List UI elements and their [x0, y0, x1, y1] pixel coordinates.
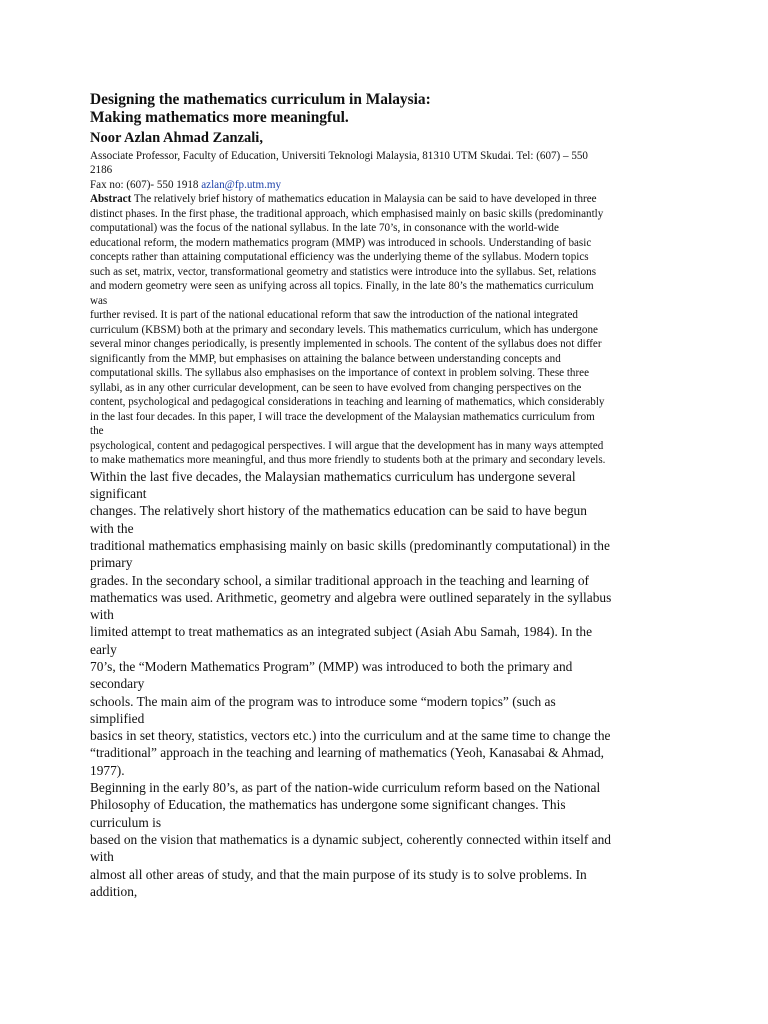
body-line: secondary [90, 676, 145, 692]
body-line: limited attempt to treat mathematics as an integrated subject (Asiah Abu Samah, 1984). In the [90, 624, 593, 640]
abstract-line: computational) was the focus of the national syllabus. In the late 70’s, in consonance with the world-wide [90, 222, 559, 235]
body-line: significant [90, 486, 147, 502]
contact-line [90, 178, 688, 192]
abstract-line: was [90, 294, 108, 307]
body-line: basics in set theory, statistics, vectors etc.) into the curriculum and at the same time to change the [90, 728, 611, 744]
body-text [90, 468, 688, 900]
body-line: Beginning in the early 80’s, as part of the nation-wide curriculum reform based on the National [90, 780, 601, 796]
author-affiliation [90, 149, 688, 192]
title-line: Designing the mathematics curriculum in Malaysia: [90, 91, 431, 108]
paper-page [90, 91, 688, 900]
abstract-line: significantly from the MMP, but emphasises on attaining the balance between understanding concepts and [90, 352, 561, 365]
abstract-line: the [90, 425, 104, 438]
body-line: with the [90, 520, 134, 536]
affiliation-line: Associate Professor, Faculty of Education, Universiti Teknologi Malaysia, 81310 UTM Skudai. Tel: (607) – 550 [90, 150, 588, 162]
body-line: traditional mathematics emphasising mainly on basic skills (predominantly computational) in the [90, 537, 610, 553]
abstract-line: syllabi, as in any other curricular development, can be seen to have evolved from changing perspectives on the [90, 381, 582, 394]
abstract-line: to make mathematics more meaningful, and thus more friendly to students both at the primary and secondary levels. [90, 454, 606, 467]
body-line: changes. The relatively short history of the mathematics education can be said to have begun [90, 503, 587, 519]
title-line: Making mathematics more meaningful. [90, 109, 349, 126]
abstract-line: further revised. It is part of the national educational reform that saw the introduction of the national integrated [90, 309, 578, 322]
abstract [90, 192, 688, 468]
abstract-line: educational reform, the modern mathematics program (MMP) was introduced in schools. Understanding of basic [90, 236, 592, 249]
abstract-line: such as set, matrix, vector, transformational geometry and statistics were introduce into the syllabus. Set, relations [90, 265, 597, 278]
body-line: mathematics was used. Arithmetic, geometry and algebra were outlined separately in the syllabus [90, 589, 612, 605]
body-line: “traditional” approach in the teaching and learning of mathematics (Yeoh, Kanasabai & Ahmad, [90, 745, 605, 761]
abstract-line: and modern geometry were seen as unifying across all topics. Finally, in the late 80’s the mathematics curriculum [90, 280, 594, 293]
body-line: with [90, 607, 114, 623]
abstract-line: several minor changes periodically, is presently implemented in schools. The content of the syllabus does not differ [90, 338, 602, 351]
abstract-line: concepts rather than attaining computational efficiency was the underlying theme of the syllabus. Modern topics [90, 251, 589, 264]
author-name: Noor Azlan Ahmad Zanzali, [90, 130, 263, 146]
paper-title [90, 91, 688, 127]
abstract-line: psychological, content and pedagogical perspectives. I will argue that the development has in many ways attempted [90, 439, 604, 452]
body-line: 70’s, the “Modern Mathematics Program” (MMP) was introduced to both the primary and [90, 658, 573, 674]
body-line: almost all other areas of study, and that the main purpose of its study is to solve problems. In [90, 866, 587, 882]
affiliation-line: 2186 [90, 164, 113, 177]
abstract-line: distinct phases. In the first phase, the traditional approach, which emphasised mainly on basic skills (predominantly [90, 207, 604, 220]
body-line: 1977). [90, 762, 125, 778]
body-line: Within the last five decades, the Malaysian mathematics curriculum has undergone several [90, 468, 576, 484]
abstract-line: in the last four decades. In this paper, I will trace the development of the Malaysian mathematics curriculum from [90, 410, 595, 423]
body-line: with [90, 849, 114, 865]
body-line: based on the vision that mathematics is a dynamic subject, coherently connected within itself and [90, 831, 611, 847]
abstract-line: computational skills. The syllabus also emphasises on the importance of context in problem solving. These three [90, 367, 590, 380]
abstract-line [90, 192, 688, 207]
body-line: simplified [90, 710, 145, 726]
body-line: primary [90, 555, 133, 571]
body-line: curriculum is [90, 814, 162, 830]
fax-number: Fax no: (607)- 550 1918 [90, 178, 199, 191]
abstract-text: The relatively brief history of mathematics education in Malaysia can be said to have developed in three [131, 193, 597, 206]
body-line: schools. The main aim of the program was to introduce some “modern topics” (such as [90, 693, 556, 709]
body-line: Philosophy of Education, the mathematics has undergone some significant changes. This [90, 797, 566, 813]
abstract-label: Abstract [90, 193, 132, 206]
email-link[interactable]: azlan@fp.utm.my [201, 178, 282, 191]
body-line: grades. In the secondary school, a similar traditional approach in the teaching and learning of [90, 572, 589, 588]
body-line: early [90, 641, 117, 657]
abstract-line: content, psychological and pedagogical considerations in teaching and learning of mathematics, which considerably [90, 396, 605, 409]
body-line: addition, [90, 883, 138, 899]
abstract-line: curriculum (KBSM) both at the primary and secondary levels. This mathematics curriculum, which has undergone [90, 323, 598, 336]
